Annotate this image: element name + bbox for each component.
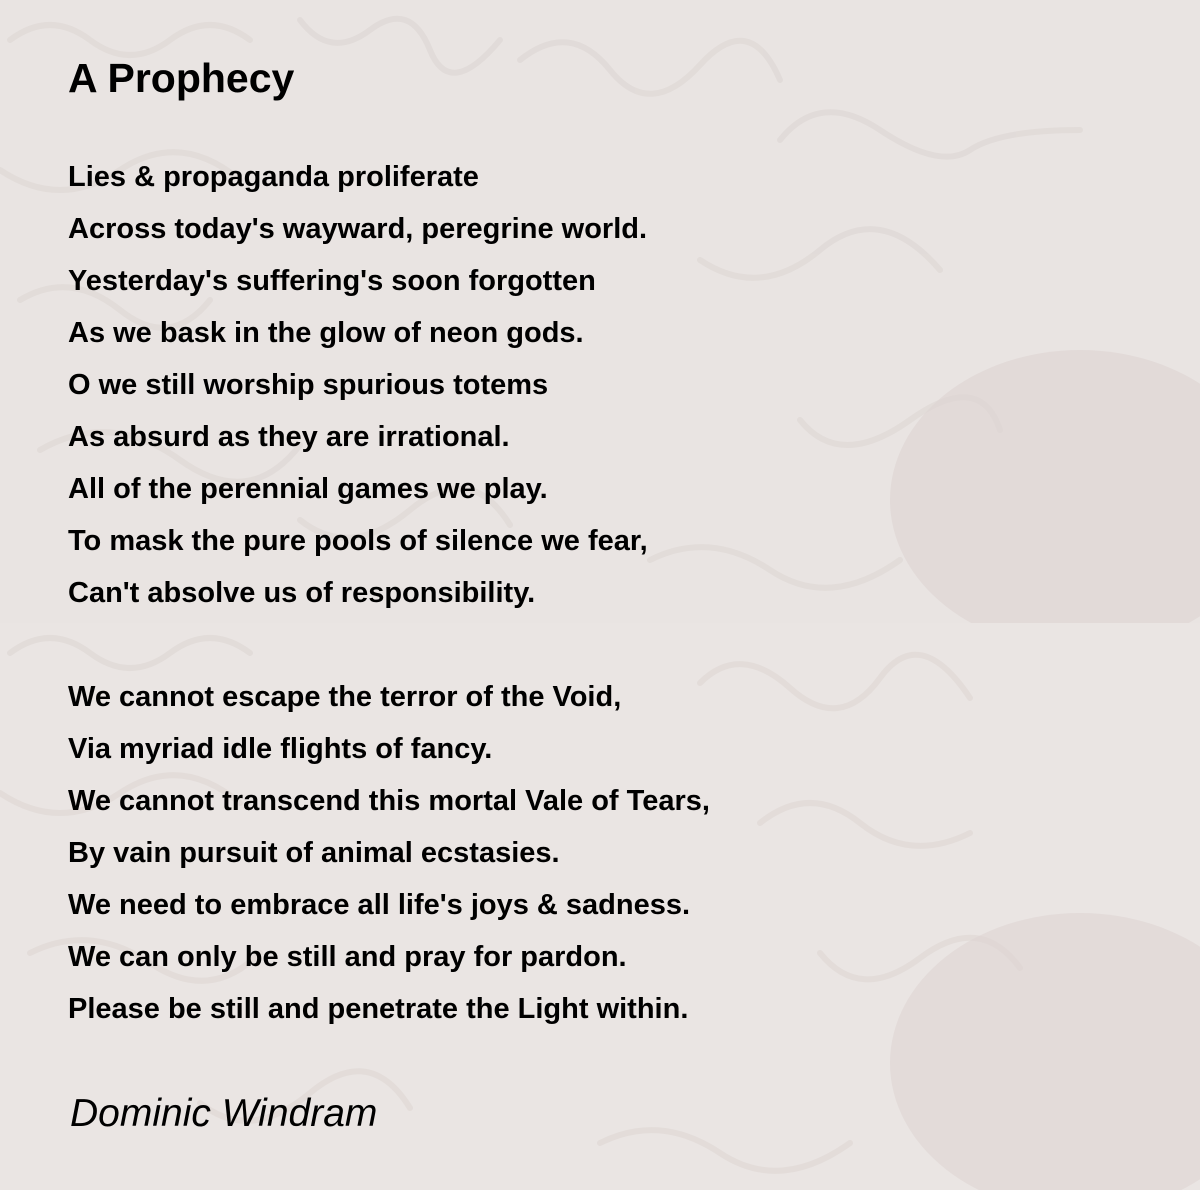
- poem-line: O we still worship spurious totems: [68, 369, 549, 401]
- poem-line: Can't absolve us of responsibility.: [68, 577, 536, 609]
- poem-line: To mask the pure pools of silence we fear,: [68, 525, 648, 557]
- stanza: [68, 151, 648, 619]
- poem-line: By vain pursuit of animal ecstasies.: [68, 837, 560, 869]
- poem-line: Across today's wayward, peregrine world.: [68, 213, 648, 245]
- poem-line: We cannot escape the terror of the Void,: [68, 681, 622, 713]
- poem-line: Via myriad idle flights of fancy.: [68, 733, 493, 765]
- poem-line: Please be still and penetrate the Light within.: [68, 993, 689, 1025]
- poem-line: We can only be still and pray for pardon.: [68, 941, 627, 973]
- stanza: [68, 671, 710, 1035]
- poem-line: As we bask in the glow of neon gods.: [68, 317, 584, 349]
- poem-title: A Prophecy: [68, 55, 295, 101]
- poem-author: Dominic Windram: [70, 1092, 378, 1135]
- poem-line: As absurd as they are irrational.: [68, 421, 510, 453]
- poem-line: We need to embrace all life's joys & sadness.: [68, 889, 691, 921]
- poem-line: We cannot transcend this mortal Vale of Tears,: [68, 785, 710, 817]
- poem-line: All of the perennial games we play.: [68, 473, 548, 505]
- poem-line: Lies & propaganda proliferate: [68, 161, 479, 193]
- poem-line: Yesterday's suffering's soon forgotten: [68, 265, 596, 297]
